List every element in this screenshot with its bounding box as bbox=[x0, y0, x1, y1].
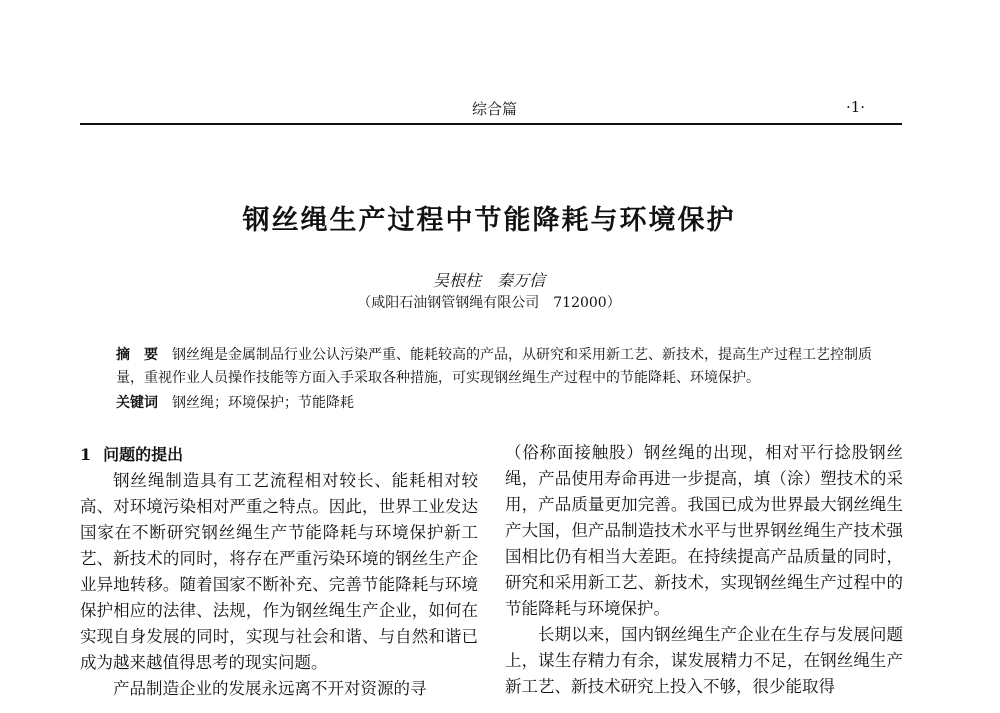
keywords bbox=[116, 392, 354, 415]
article-title: 钢丝绳生产过程中节能降耗与环境保护 bbox=[242, 205, 736, 236]
section-heading bbox=[80, 442, 183, 465]
section-title: 问题的提出 bbox=[103, 445, 184, 464]
author-1: 吴根柱 bbox=[432, 271, 481, 290]
paragraph: 长期以来，国内钢丝绳生产企业在生存与发展问题上，谋生存精力有余，谋发展精力不足，在钢丝绳生产新工艺、新技术研究上投入不够，很少能取得 bbox=[505, 625, 903, 696]
paragraph: 产品制造企业的发展永远离不开对资源的寻 bbox=[113, 679, 427, 698]
affiliation: （咸阳石油钢管钢绳有限公司 712000） bbox=[357, 295, 621, 311]
author-2: 秦万信 bbox=[497, 271, 546, 290]
running-header-section: 综合篇 bbox=[472, 100, 518, 118]
authors bbox=[0, 268, 978, 291]
abstract bbox=[116, 344, 878, 390]
page-number: ·1· bbox=[846, 98, 866, 116]
paragraph: 钢丝绳制造具有工艺流程相对较长、能耗相对较高、对环境污染相对严重之特点。因此，世界工业发达国家在不断研究钢丝绳生产节能降耗与环境保护新工艺、新技术的同时，将存在严重污染环境的钢丝生产企业异地转移。随着国家不断补充、完善节能降耗与环境保护相应的法律、法规，作为钢丝绳生产企业，如何在实现自身发展的同时，实现与社会和谐、与自然和谐已成为越来越值得思考的现实问题。 bbox=[80, 471, 478, 672]
body-column-left bbox=[80, 468, 478, 702]
section-number: 1 bbox=[80, 445, 92, 464]
abstract-label: 摘 要 bbox=[116, 347, 158, 363]
abstract-text: 钢丝绳是金属制品行业公认污染严重、能耗较高的产品，从研究和采用新工艺、新技术，提高生产过程工艺控制质量，重视作业人员操作技能等方面入手采取各种措施，可实现钢丝绳生产过程中的节能降耗、环境保护。 bbox=[116, 347, 872, 386]
keywords-text: 钢丝绳；环境保护；节能降耗 bbox=[172, 395, 354, 411]
keywords-label: 关键词 bbox=[116, 395, 158, 411]
paragraph: （俗称面接触股）钢丝绳的出现，相对平行捻股钢丝绳，产品使用寿命再进一步提高，填（涂）塑技术的采用，产品质量更加完善。我国已成为世界最大钢丝绳生产大国，但产品制造技术水平与世界钢丝绳生产技术强国相比仍有相当大差距。在持续提高产品质量的同时，研究和采用新工艺、新技术，实现钢丝绳生产过程中的节能降耗与环境保护。 bbox=[505, 443, 903, 618]
header-rule bbox=[80, 123, 902, 125]
body-column-right bbox=[505, 440, 903, 700]
